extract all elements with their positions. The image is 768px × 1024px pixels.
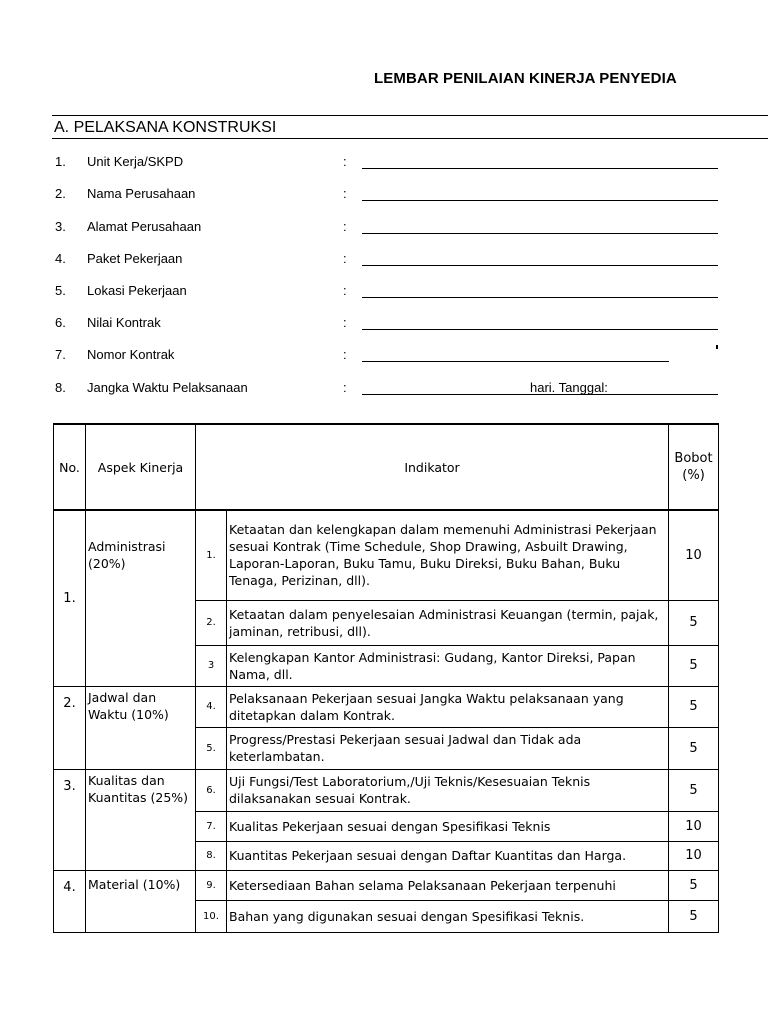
header-no: No. xyxy=(54,424,86,510)
indicator-text: Bahan yang digunakan sesuai dengan Spesifikasi Teknis. xyxy=(227,900,669,932)
table-header-row xyxy=(54,424,719,510)
field-colon: : xyxy=(343,154,347,169)
indicator-number: 9. xyxy=(196,870,227,900)
field-label: Nomor Kontrak xyxy=(87,347,175,362)
section-title: A. PELAKSANA KONSTRUKSI xyxy=(52,115,768,139)
fill-line[interactable] xyxy=(362,233,718,234)
header-bobot: Bobot (%) xyxy=(669,424,719,510)
field-label: Paket Pekerjaan xyxy=(87,251,183,266)
field-label: Nilai Kontrak xyxy=(87,315,161,330)
indicator-number: 2. xyxy=(196,600,227,645)
fill-line[interactable] xyxy=(362,265,718,266)
field-number: 7. xyxy=(55,347,66,362)
field-number: 4. xyxy=(55,251,66,266)
fill-line[interactable] xyxy=(362,168,718,169)
field-unit-kerja xyxy=(0,152,768,174)
field-alamat-perusahaan xyxy=(0,217,768,239)
bobot-value: 5 xyxy=(669,686,719,727)
field-colon: : xyxy=(343,380,347,395)
bobot-value: 5 xyxy=(669,600,719,645)
bobot-value: 5 xyxy=(669,769,719,811)
page-title: LEMBAR PENILAIAN KINERJA PENYEDIA xyxy=(374,70,677,87)
field-number: 1. xyxy=(55,154,66,169)
table-row xyxy=(54,686,719,727)
field-nama-perusahaan xyxy=(0,184,768,206)
table-row xyxy=(54,870,719,900)
field-colon: : xyxy=(343,219,347,234)
assessment-table xyxy=(53,423,719,933)
field-nilai-kontrak xyxy=(0,313,768,335)
field-number: 6. xyxy=(55,315,66,330)
cell-mark xyxy=(716,345,718,349)
bobot-value: 5 xyxy=(669,870,719,900)
group-aspek: Material (10%) xyxy=(86,870,196,932)
field-colon: : xyxy=(343,347,347,362)
field-date-label: hari. Tanggal: xyxy=(530,380,608,395)
indicator-text: Pelaksanaan Pekerjaan sesuai Jangka Waktu pelaksanaan yang ditetapkan dalam Kontrak. xyxy=(227,686,669,727)
group-number: 3. xyxy=(54,769,86,870)
field-label: Alamat Perusahaan xyxy=(87,219,202,234)
field-number: 3. xyxy=(55,219,66,234)
field-colon: : xyxy=(343,283,347,298)
field-nomor-kontrak xyxy=(0,345,768,367)
indicator-text: Progress/Prestasi Pekerjaan sesuai Jadwal dan Tidak ada keterlambatan. xyxy=(227,727,669,769)
field-number: 8. xyxy=(55,380,66,395)
indicator-number: 10. xyxy=(196,900,227,932)
field-label: Jangka Waktu Pelaksanaan xyxy=(87,380,248,395)
field-colon: : xyxy=(343,186,347,201)
indicator-number: 6. xyxy=(196,769,227,811)
table-row xyxy=(54,769,719,811)
indicator-text: Uji Fungsi/Test Laboratorium,/Uji Teknis/Kesesuaian Teknis dilaksanakan sesuai Kontrak. xyxy=(227,769,669,811)
indicator-text: Kuantitas Pekerjaan sesuai dengan Daftar Kuantitas dan Harga. xyxy=(227,841,669,870)
indicator-number: 1. xyxy=(196,510,227,600)
bobot-value: 10 xyxy=(669,811,719,841)
field-lokasi-pekerjaan xyxy=(0,281,768,303)
field-number: 5. xyxy=(55,283,66,298)
indicator-number: 8. xyxy=(196,841,227,870)
indicator-number: 5. xyxy=(196,727,227,769)
fill-line[interactable] xyxy=(362,200,718,201)
indicator-text: Kelengkapan Kantor Administrasi: Gudang, Kantor Direksi, Papan Nama, dll. xyxy=(227,645,669,686)
group-aspek: Administrasi (20%) xyxy=(86,510,196,686)
field-paket-pekerjaan xyxy=(0,249,768,271)
indicator-text: Ketersediaan Bahan selama Pelaksanaan Pekerjaan terpenuhi xyxy=(227,870,669,900)
group-aspek: Jadwal dan Waktu (10%) xyxy=(86,686,196,769)
fill-line[interactable] xyxy=(362,329,718,330)
bobot-value: 5 xyxy=(669,900,719,932)
group-number: 2. xyxy=(54,686,86,769)
field-colon: : xyxy=(343,251,347,266)
field-label: Unit Kerja/SKPD xyxy=(87,154,184,169)
group-aspek: Kualitas dan Kuantitas (25%) xyxy=(86,769,196,870)
indicator-number: 7. xyxy=(196,811,227,841)
fill-line[interactable] xyxy=(362,361,669,362)
indicator-text: Kualitas Pekerjaan sesuai dengan Spesifikasi Teknis xyxy=(227,811,669,841)
group-number: 4. xyxy=(54,870,86,932)
indicator-text: Ketaatan dalam penyelesaian Administrasi Keuangan (termin, pajak, jaminan, retribusi, dll). xyxy=(227,600,669,645)
indicator-text: Ketaatan dan kelengkapan dalam memenuhi Administrasi Pekerjaan sesuai Kontrak (Time Schedule, Shop Drawing, Asbuilt Drawing, Laporan-Laporan, Buku Tamu, Buku Direksi, Buku Bahan, Buku Tenaga, Perizinan, dll). xyxy=(227,510,669,600)
field-colon: : xyxy=(343,315,347,330)
table-row xyxy=(54,510,719,600)
indicator-number: 4. xyxy=(196,686,227,727)
bobot-value: 5 xyxy=(669,645,719,686)
bobot-value: 10 xyxy=(669,510,719,600)
indicator-number: 3 xyxy=(196,645,227,686)
field-number: 2. xyxy=(55,186,66,201)
group-number: 1. xyxy=(54,510,86,686)
bobot-value: 5 xyxy=(669,727,719,769)
field-label: Nama Perusahaan xyxy=(87,186,196,201)
field-jangka-waktu xyxy=(0,378,768,400)
header-indikator: Indikator xyxy=(196,424,669,510)
field-label: Lokasi Pekerjaan xyxy=(87,283,187,298)
fill-line[interactable] xyxy=(362,297,718,298)
bobot-value: 10 xyxy=(669,841,719,870)
header-aspek: Aspek Kinerja xyxy=(86,424,196,510)
